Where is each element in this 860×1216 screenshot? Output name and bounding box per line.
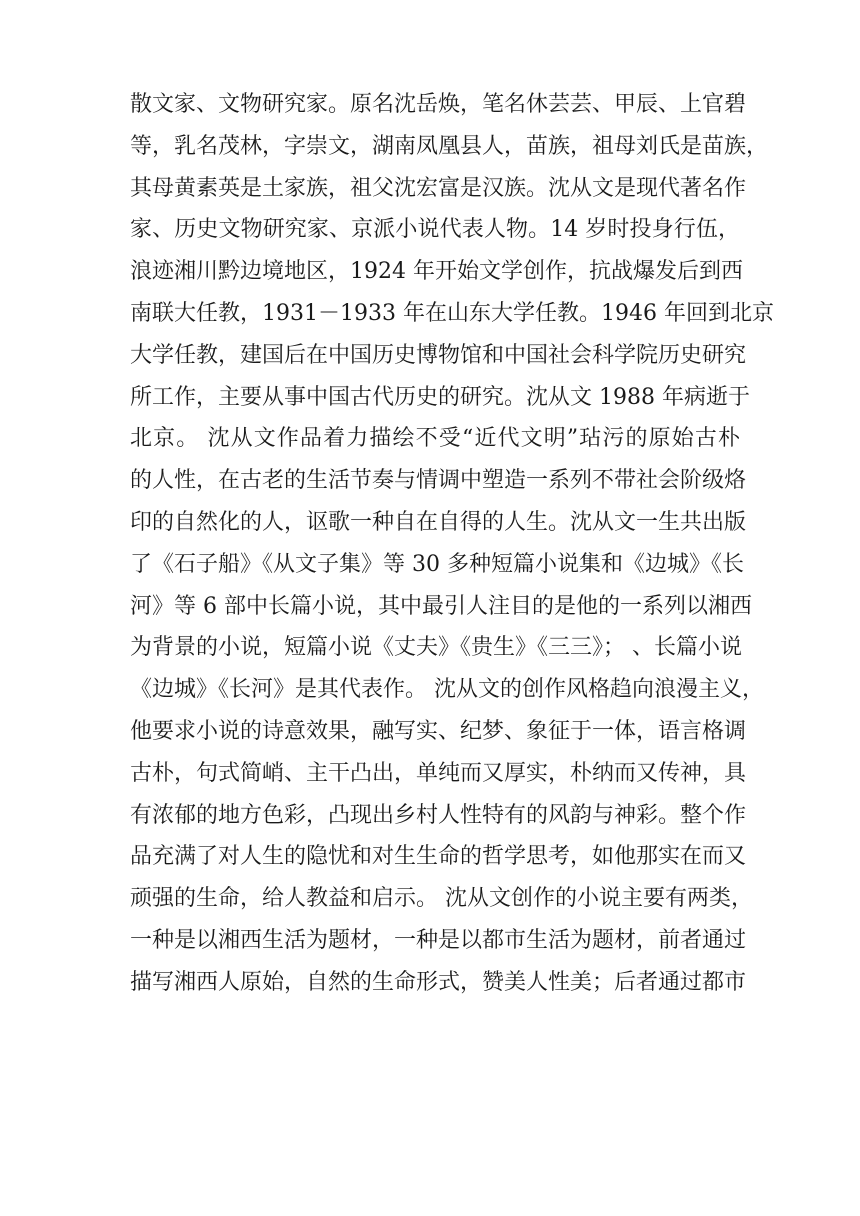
text-line: 为背景的小说，短篇小说《丈夫》《贵生》《三三》； 、长篇小说 xyxy=(130,635,742,661)
text-line: 北京。 沈从文作品着力描绘不受“近代文明”玷污的原始古朴 xyxy=(130,426,740,452)
text-line: 散文家、文物研究家。原名沈岳焕，笔名休芸芸、甲辰、上官碧 xyxy=(130,92,747,117)
text-line: 等，乳名茂林，字崇文，湖南凤凰县人，苗族，祖母刘氏是苗族， xyxy=(130,133,769,159)
text-line: 品充满了对人生的隐忧和对生生命的哲学思考，如他那实在而又 xyxy=(130,844,747,870)
text-line: 《边城》《长河》是其代表作。 沈从文的创作风格趋向浪漫主义， xyxy=(130,677,764,703)
text-line: 了《石子船》《从文子集》等 30 多种短篇小说集和《边城》《长 xyxy=(130,551,744,577)
text-line: 所工作，主要从事中国古代历史的研究。沈从文 1988 年病逝于 xyxy=(130,384,750,410)
text-line: 其母黄素英是土家族，祖父沈宏富是汉族。沈从文是现代著名作 xyxy=(130,175,747,201)
text-line: 浪迹湘川黔边境地区，1924 年开始文学创作，抗战爆发后到西 xyxy=(130,259,743,285)
text-line: 印的自然化的人，讴歌一种自在自得的人生。沈从文一生共出版 xyxy=(130,509,747,535)
text-line: 的人性，在古老的生活节奏与情调中塑造一系列不带社会阶级烙 xyxy=(130,468,747,494)
text-line: 南联大任教，1931－1933 年在山东大学任教。1946 年回到北京 xyxy=(130,300,774,326)
body-text xyxy=(130,84,774,1004)
text-line: 古朴，句式简峭、主干凸出，单纯而又厚实，朴纳而又传神，具 xyxy=(130,760,747,786)
text-line: 河》等 6 部中长篇小说，其中最引人注目的是他的一系列以湘西 xyxy=(130,593,752,619)
text-line: 描写湘西人原始，自然的生命形式，赞美人性美；后者通过都市 xyxy=(130,969,747,995)
text-line: 有浓郁的地方色彩，凸现出乡村人性特有的风韵与神彩。整个作 xyxy=(130,802,747,828)
text-line: 一种是以湘西生活为题材，一种是以都市生活为题材，前者通过 xyxy=(130,927,747,953)
text-line: 顽强的生命，给人教益和启示。 沈从文创作的小说主要有两类， xyxy=(130,886,753,912)
text-line: 大学任教，建国后在中国历史博物馆和中国社会科学院历史研究 xyxy=(130,342,747,368)
text-line: 家、历史文物研究家、京派小说代表人物。14 岁时投身行伍， xyxy=(130,217,740,243)
text-line: 他要求小说的诗意效果，融写实、纪梦、象征于一体，语言格调 xyxy=(130,718,747,744)
